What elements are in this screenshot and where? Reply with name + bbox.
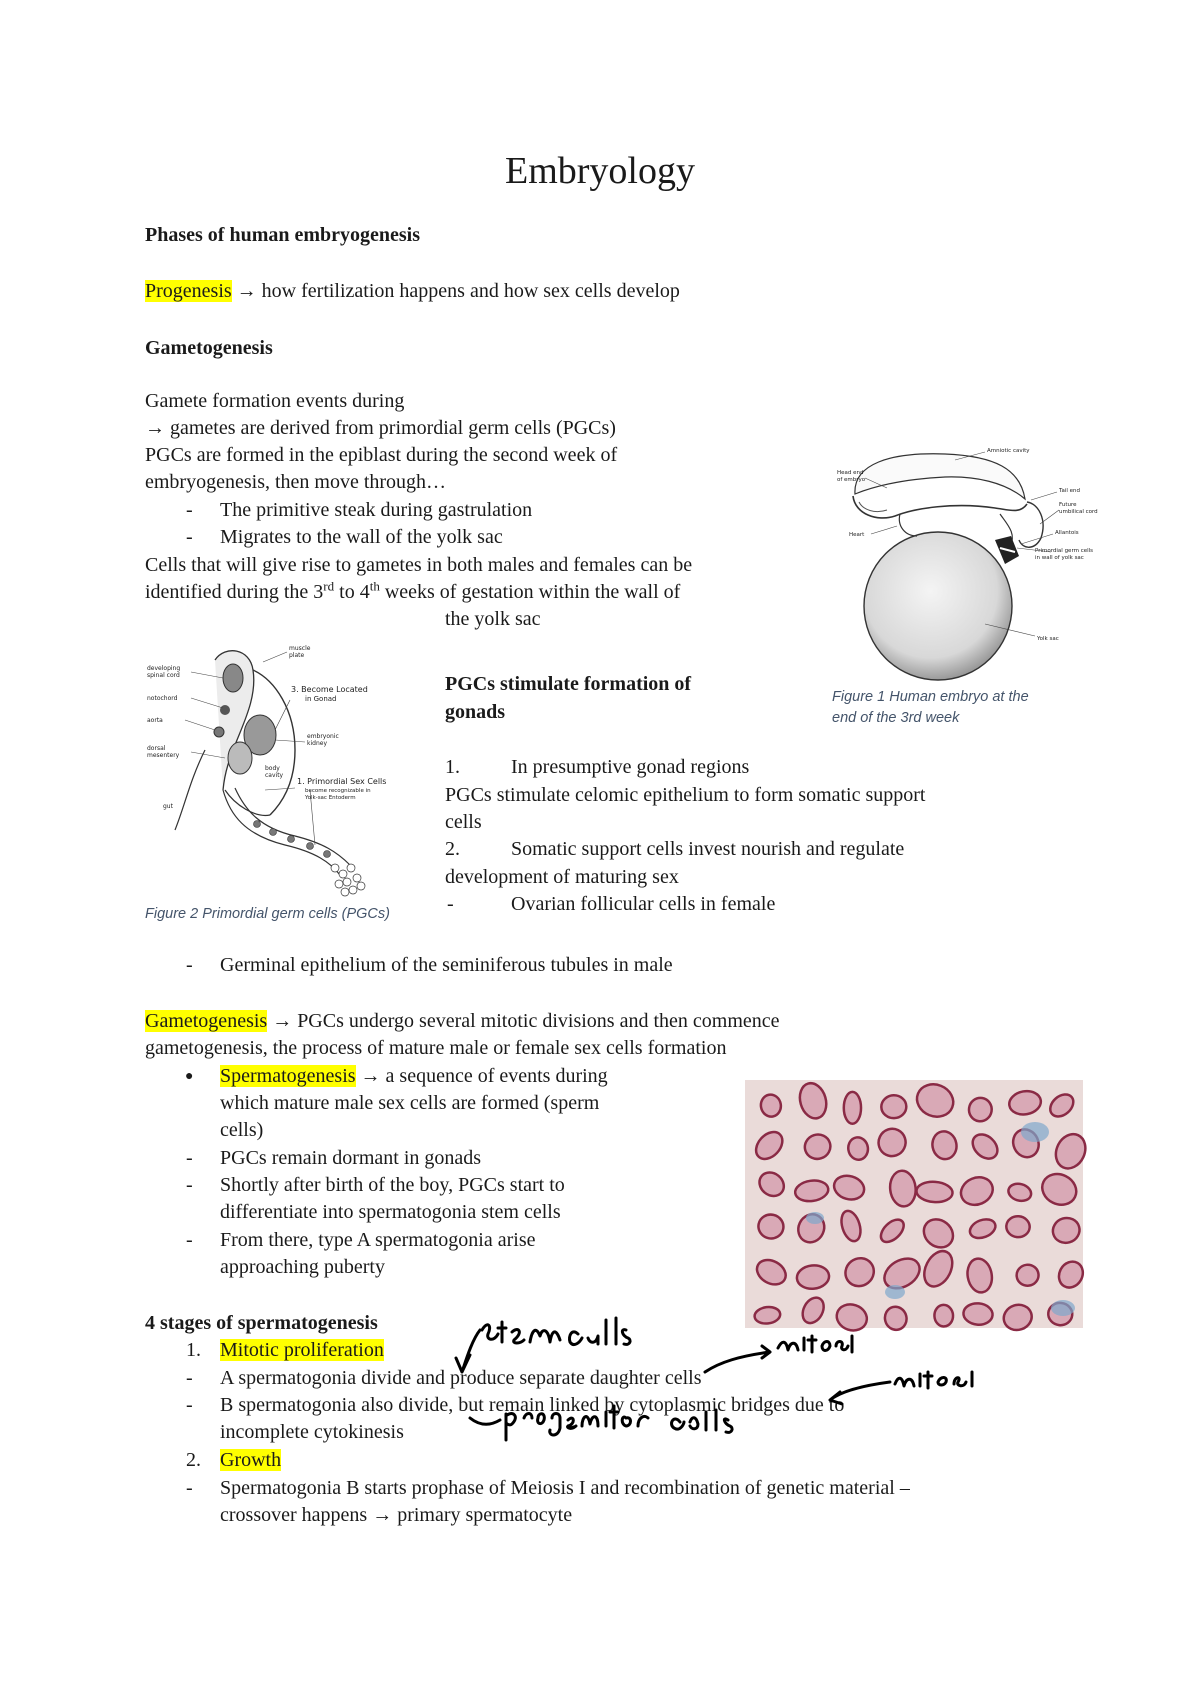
fig2-label-dev1: developing (147, 665, 181, 672)
stage-2-item-a: Spermatogonia B starts prophase of Meiosis I and recombination of genetic material – (220, 1477, 910, 1499)
dash-marker: - (186, 1147, 193, 1169)
spermatogenesis-bullet-2b: differentiate into spermatogonia stem cells (220, 1201, 561, 1223)
pgc-step-2-line2: development of maturing sex (445, 866, 679, 888)
gamete-intro-line5: Cells that will give rise to gametes in both males and females can be (145, 554, 693, 576)
tubule-section (881, 1095, 907, 1119)
fig2-label-dorsal2: mesentery (147, 752, 180, 759)
section-heading-gametogenesis: Gametogenesis (145, 337, 273, 359)
dash-marker: - (186, 1174, 193, 1196)
spermatogenesis-line3: cells) (220, 1119, 264, 1141)
stage-2-title: Growth (220, 1449, 282, 1471)
fig2-label-kidney2: kidney (307, 740, 327, 747)
bullet-icon: ● (185, 1069, 194, 1084)
gametogenesis-term: Gametogenesis (145, 1010, 268, 1032)
dash-marker: - (186, 499, 193, 521)
figure-2-caption: Figure 2 Primordial germ cells (PGCs) (145, 906, 390, 922)
pgc-male-item: Germinal epithelium of the seminiferous tubules in male (220, 954, 673, 976)
fig2-label-notochord: notochord (147, 695, 178, 702)
fig2-label-psc2: become recognizable in (305, 788, 371, 794)
fig1-label-head: Head end (837, 470, 864, 476)
handwritten-annotations (440, 1300, 1000, 1460)
progenesis-text: how fertilization happens and how sex cells develop (256, 280, 680, 302)
fig2-label-psc3: Yolk-sac Entoderm (305, 795, 356, 801)
dash-marker: - (186, 1394, 193, 1416)
spermatogenesis-line1: Spermatogenesis → a sequence of events during (220, 1065, 608, 1087)
fig1-label-pgc1: Primordial germ cells (1035, 548, 1094, 554)
fig1-label-amniotic: Amniotic cavity (987, 448, 1030, 454)
spermatogenesis-term: Spermatogenesis (220, 1065, 356, 1087)
pgcs-heading-line2: gonads (445, 701, 506, 723)
arrow-icon: → (272, 1010, 293, 1032)
pgcs-heading-line1: PGCs stimulate formation of (445, 673, 692, 695)
gamete-intro-line1: Gamete formation events during (145, 390, 405, 412)
dash-marker: - (186, 954, 193, 976)
fig2-label-body2: cavity (265, 772, 284, 779)
stage-1-item-b: B spermatogonia also divide, but remain linked by cytoplasmic bridges due to (220, 1394, 845, 1416)
pgc-step-1-line3: cells (445, 811, 482, 833)
fig2-label-muscle2: plate (289, 652, 305, 659)
fig1-label-tail: Tail end (1059, 488, 1080, 494)
pgc-female-item: Ovarian follicular cells in female (511, 893, 776, 915)
gamete-intro-line3: PGCs are formed in the epiblast during the second week of (145, 444, 618, 466)
stage-1-item-a: A spermatogonia divide and produce separate daughter cells (220, 1367, 702, 1389)
fig2-label-located1: 3. Become Located (291, 685, 368, 694)
arrow-icon: → (372, 1504, 393, 1526)
fig2-label-muscle1: muscle (289, 645, 311, 652)
fig2-label-kidney1: embryonic (307, 733, 339, 740)
stages-heading: 4 stages of spermatogenesis (145, 1312, 378, 1334)
fig1-label-allantois: Allantois (1055, 530, 1079, 536)
progenesis-term: Progenesis (145, 280, 232, 302)
page-title: Embryology (505, 150, 695, 192)
spermatogenesis-bullet-3: From there, type A spermatogonia arise (220, 1229, 536, 1251)
fig2-label-dev2: spinal cord (147, 672, 180, 679)
spermatogenesis-line2: which mature male sex cells are formed (sperm (220, 1092, 600, 1114)
stage-1-item-b2: incomplete cytokinesis (220, 1421, 404, 1443)
fig2-label-psc1: 1. Primordial Sex Cells (297, 777, 387, 786)
pgc-step-2-number: 2. (445, 838, 460, 860)
gamete-intro-line2: → gametes are derived from primordial germ cells (PGCs) (145, 417, 616, 439)
spermatogenesis-bullet-2: Shortly after birth of the boy, PGCs start to (220, 1174, 565, 1196)
pgc-step-1: In presumptive gonad regions (511, 756, 750, 778)
histology-micrograph (745, 1080, 1083, 1328)
spermatogenesis-bullet-1: PGCs remain dormant in gonads (220, 1147, 482, 1169)
dash-marker: - (186, 1367, 193, 1389)
figure-1-caption-line1: Figure 1 Human embryo at the (832, 689, 1029, 705)
gamete-intro-line6: identified during the 3rd to 4th weeks of gestation within the wall of (145, 578, 681, 603)
arrow-icon: → (360, 1065, 381, 1087)
pgc-step-1-number: 1. (445, 756, 460, 778)
fig2-label-located2: in Gonad (305, 695, 337, 703)
fig1-label-umbilical: umbilical cord (1059, 509, 1098, 515)
gamete-intro-line7: the yolk sac (445, 608, 541, 630)
fig2-label-gut: gut (163, 803, 173, 810)
tubule-section (1016, 1264, 1040, 1287)
gamete-intro-line4: embryogenesis, then move through… (145, 471, 447, 493)
fig1-label-yolk: Yolk sac (1037, 636, 1059, 642)
pgc-step-1-line2: PGCs stimulate celomic epithelium to form somatic support (445, 784, 926, 806)
dash-marker: - (186, 526, 193, 548)
migration-bullet-1: The primitive steak during gastrulation (220, 499, 533, 521)
stage-1-title: Mitotic proliferation (220, 1339, 384, 1361)
fig2-label-aorta: aorta (147, 717, 163, 724)
section-heading-phases: Phases of human embryogenesis (145, 224, 421, 246)
tubule-section (1005, 1215, 1030, 1238)
pgc-step-2: Somatic support cells invest nourish and regulate (511, 838, 905, 860)
spermatogenesis-bullet-3b: approaching puberty (220, 1256, 385, 1278)
figure-2-pgc-illustration (145, 640, 425, 902)
arrow-icon: → (145, 417, 165, 439)
figure-1-embryo-illustration (835, 444, 1098, 689)
dash-marker: - (186, 1229, 193, 1251)
dash-marker: - (186, 1477, 193, 1499)
stage-1-number: 1. (186, 1339, 201, 1361)
stage-2-number: 2. (186, 1449, 201, 1471)
figure-1-caption-line2: end of the 3rd week (832, 710, 960, 726)
fig1-label-future: Future (1059, 502, 1077, 508)
tubule-section (844, 1092, 861, 1124)
progenesis-line (145, 278, 680, 305)
migration-bullet-2: Migrates to the wall of the yolk sac (220, 526, 503, 548)
fig2-label-body1: body (265, 765, 280, 772)
fig1-label-pgc2: in wall of yolk sac (1035, 555, 1084, 561)
dash-marker: - (447, 893, 454, 915)
fig1-label-heart: Heart (849, 532, 865, 538)
gametogenesis-def-line1: Gametogenesis → PGCs undergo several mitotic divisions and then commence (145, 1010, 780, 1032)
fig2-label-dorsal1: dorsal (147, 745, 166, 752)
arrow-icon: → (236, 280, 257, 302)
fig1-label-embryo: of embryo (837, 477, 866, 483)
stage-2-item-b: crossover happens → primary spermatocyte (220, 1504, 573, 1526)
gametogenesis-def-line2: gametogenesis, the process of mature male or female sex cells formation (145, 1037, 727, 1059)
